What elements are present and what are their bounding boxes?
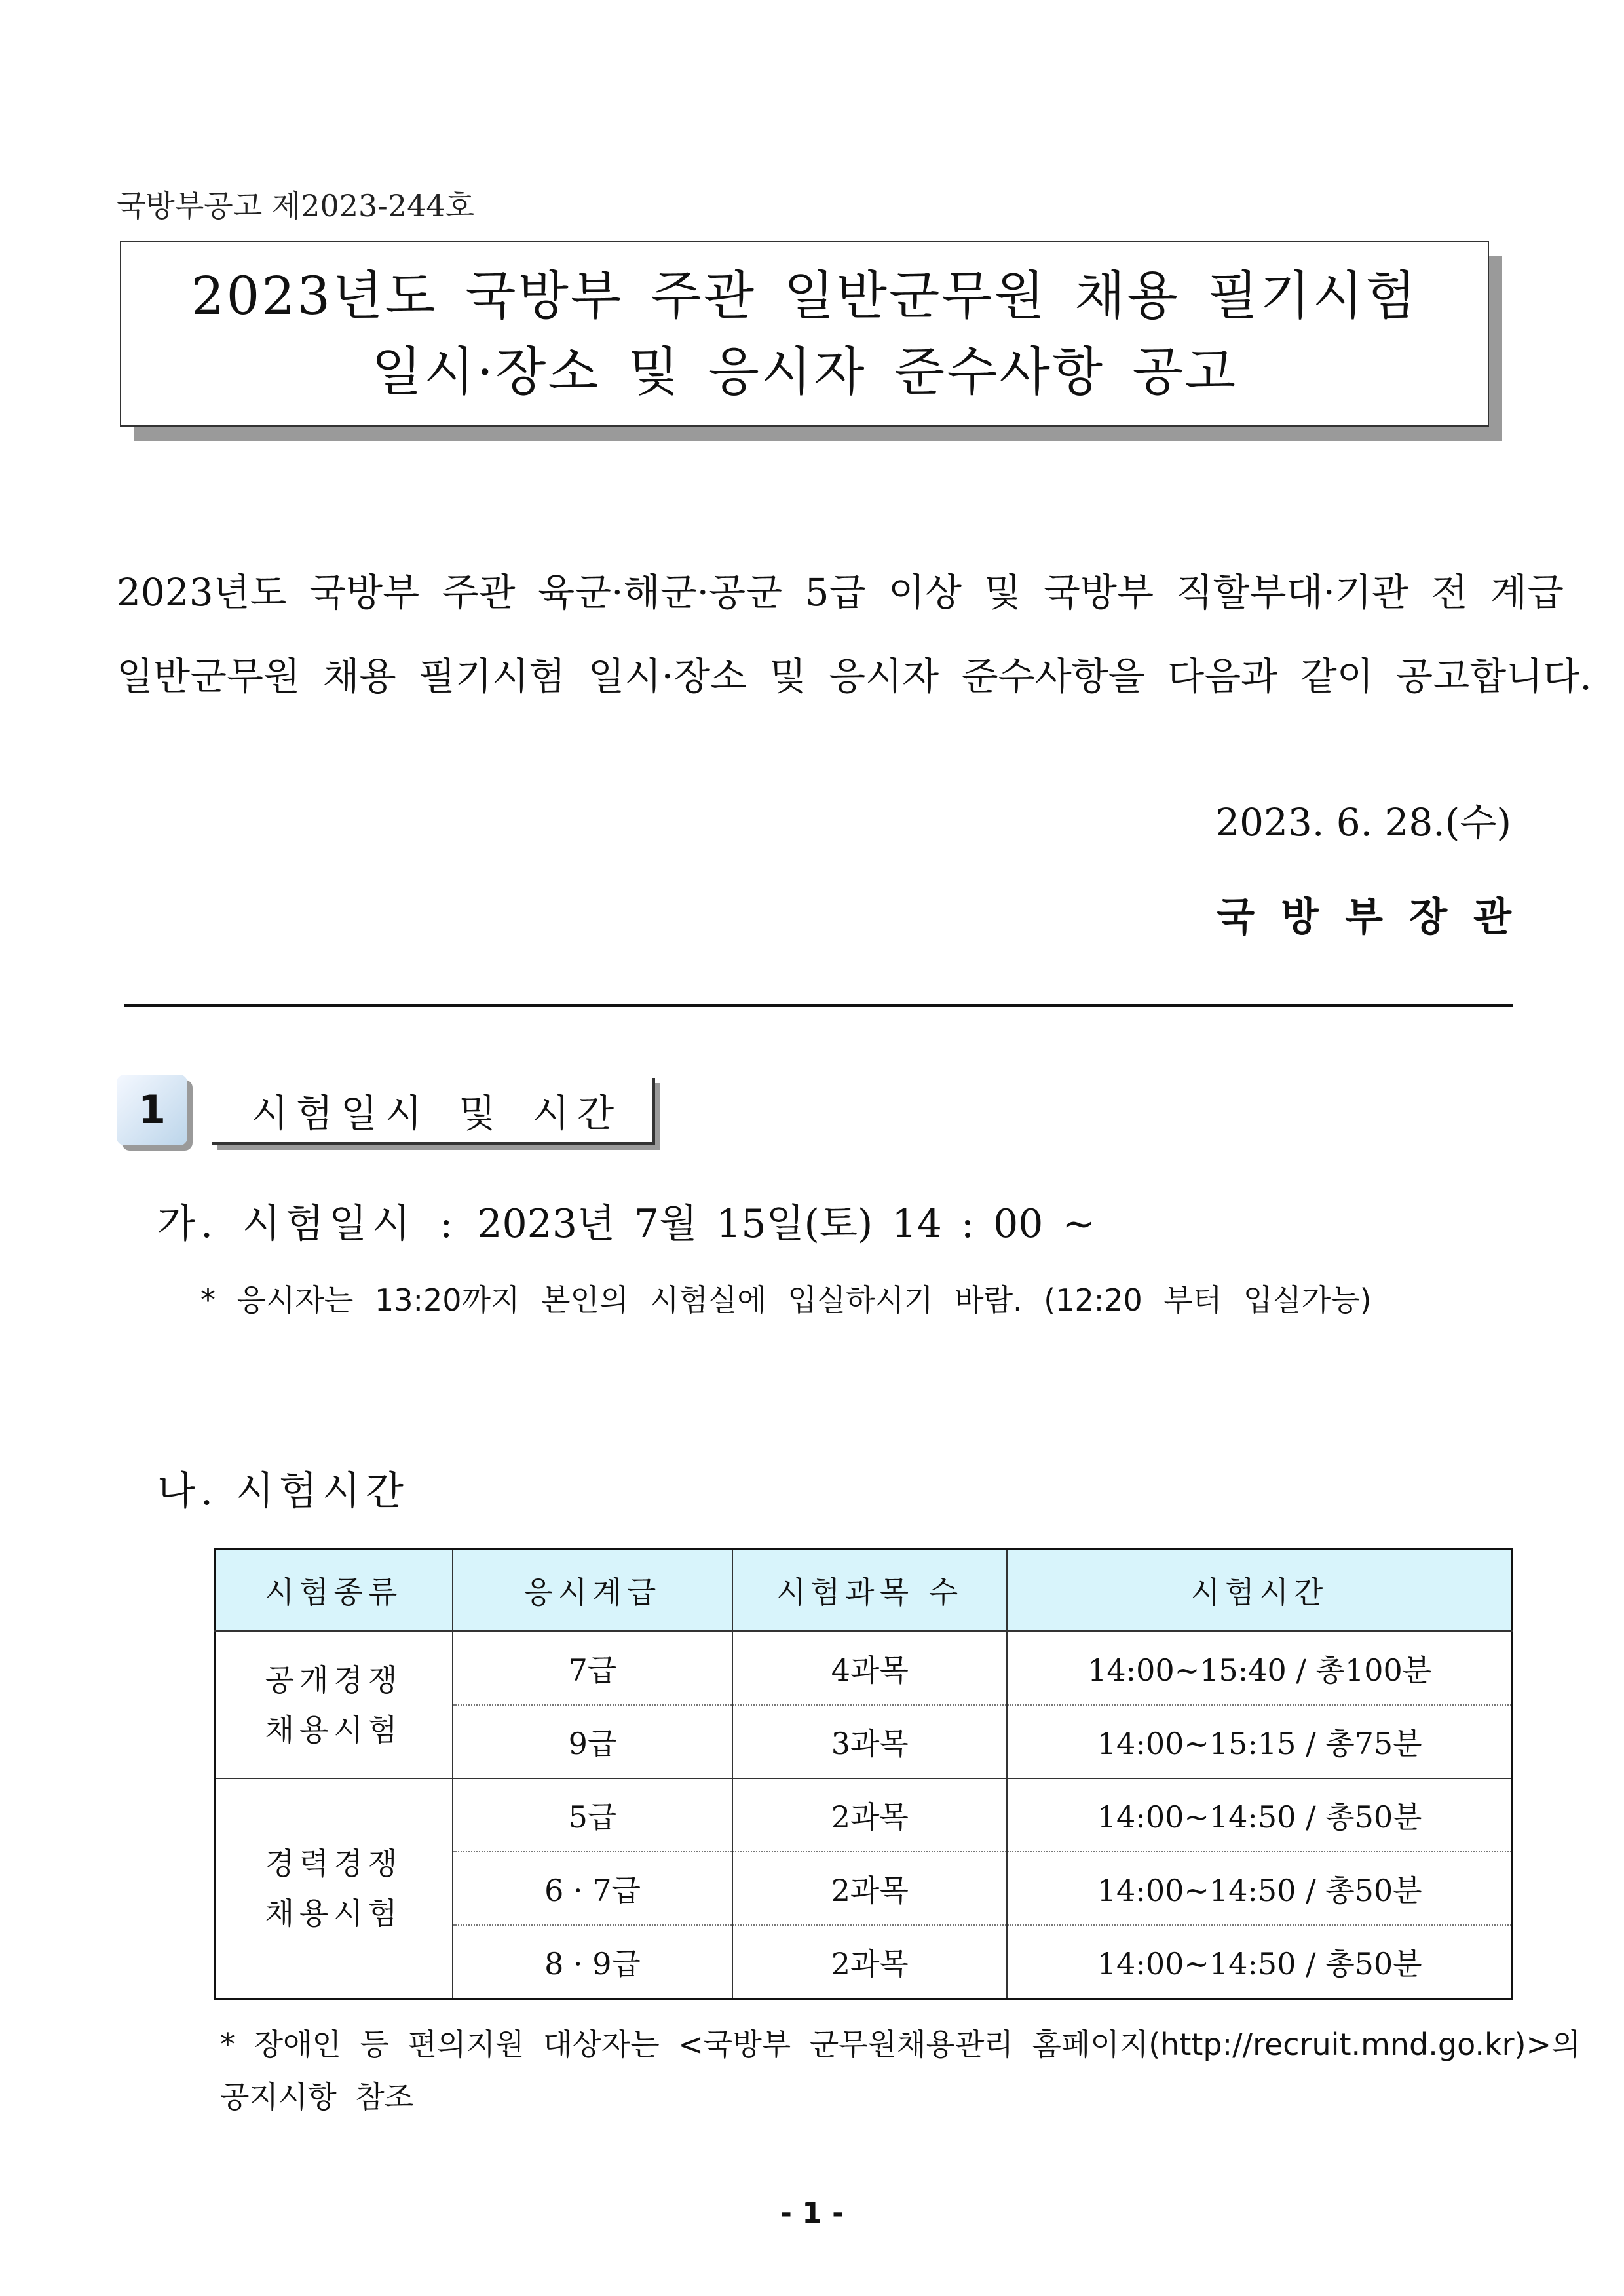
exam-schedule-table (214, 1548, 1513, 2000)
header-grade: 응시계급 (453, 1550, 732, 1632)
issuer: 국방부장관 (1217, 894, 1538, 940)
grade-cell: 5급 (453, 1778, 732, 1852)
grade-cell: 7급 (453, 1632, 732, 1706)
time-cell: 14:00~14:50 / 총50분 (1007, 1925, 1512, 1999)
exam-time-heading: 나. 시험시간 (157, 1468, 409, 1514)
intro-paragraph (117, 550, 1592, 718)
title-line-1: 2023년도 국방부 주관 일반군무원 채용 필기시험 (191, 265, 1418, 326)
section-heading-text: 시험일시 및 시간 (252, 1091, 622, 1136)
grade-cell: 8 · 9급 (453, 1925, 732, 1999)
accessibility-note-line-2: 공지시항 참조 (220, 2079, 414, 2114)
page-number: - 1 - (780, 2196, 844, 2230)
exam-type-line-1: 공개경쟁 (265, 1662, 403, 1698)
exam-date-value: 2023년 7월 15일(토) 14 : 00 ~ (477, 1201, 1095, 1247)
accessibility-note (220, 2018, 1581, 2123)
exam-type-cell (215, 1632, 453, 1779)
exam-type-line-2: 채용시험 (265, 1896, 403, 1931)
title-box (120, 241, 1489, 427)
accessibility-note-line-1: * 장애인 등 편의지원 대상자는 <국방부 군무원채용관리 홈페이지(http://recruit.mnd.go.kr)>의 (220, 2027, 1581, 2062)
table-row (215, 1632, 1513, 1706)
time-cell: 14:00~14:50 / 총50분 (1007, 1852, 1512, 1925)
intro-line-1: 2023년도 국방부 주관 육군·해군·공군 5급 이상 및 국방부 직할부대·기관 전 계급 (117, 570, 1564, 615)
entry-time-note: * 응시자는 13:20까지 본인의 시험실에 입실하시기 바람. (12:20 부터 입실가능) (200, 1282, 1372, 1318)
time-cell: 14:00~15:40 / 총100분 (1007, 1632, 1512, 1706)
grade-cell: 9급 (453, 1705, 732, 1778)
header-exam-time: 시험시간 (1007, 1550, 1512, 1632)
grade-cell: 6 · 7급 (453, 1852, 732, 1925)
subjects-cell: 2과목 (732, 1925, 1007, 1999)
header-exam-type: 시험종류 (215, 1550, 453, 1632)
exam-type-line-2: 채용시험 (265, 1712, 403, 1748)
table-header-row (215, 1550, 1513, 1632)
exam-date-label: 가. 시험일시 : (157, 1201, 459, 1247)
table-row (215, 1778, 1513, 1852)
subjects-cell: 3과목 (732, 1705, 1007, 1778)
section-number-badge: 1 (117, 1075, 187, 1145)
title-line-2: 일시·장소 및 응시자 준수사항 공고 (371, 341, 1238, 402)
intro-line-2: 일반군무원 채용 필기시험 일시·장소 및 응시자 준수사항을 다음과 같이 공고합니다. (117, 654, 1592, 698)
time-cell: 14:00~14:50 / 총50분 (1007, 1778, 1512, 1852)
exam-type-cell (215, 1778, 453, 1999)
notice-date: 2023. 6. 28.(수) (1215, 800, 1511, 845)
header-subject-count: 시험과목 수 (732, 1550, 1007, 1632)
section-heading (212, 1078, 655, 1145)
divider (124, 1004, 1513, 1007)
subjects-cell: 2과목 (732, 1778, 1007, 1852)
time-cell: 14:00~15:15 / 총75분 (1007, 1705, 1512, 1778)
subjects-cell: 2과목 (732, 1852, 1007, 1925)
notice-number: 국방부공고 제2023-244호 (117, 188, 475, 223)
subjects-cell: 4과목 (732, 1632, 1007, 1706)
exam-type-line-1: 경력경쟁 (265, 1846, 403, 1881)
exam-date-item (157, 1193, 1095, 1249)
